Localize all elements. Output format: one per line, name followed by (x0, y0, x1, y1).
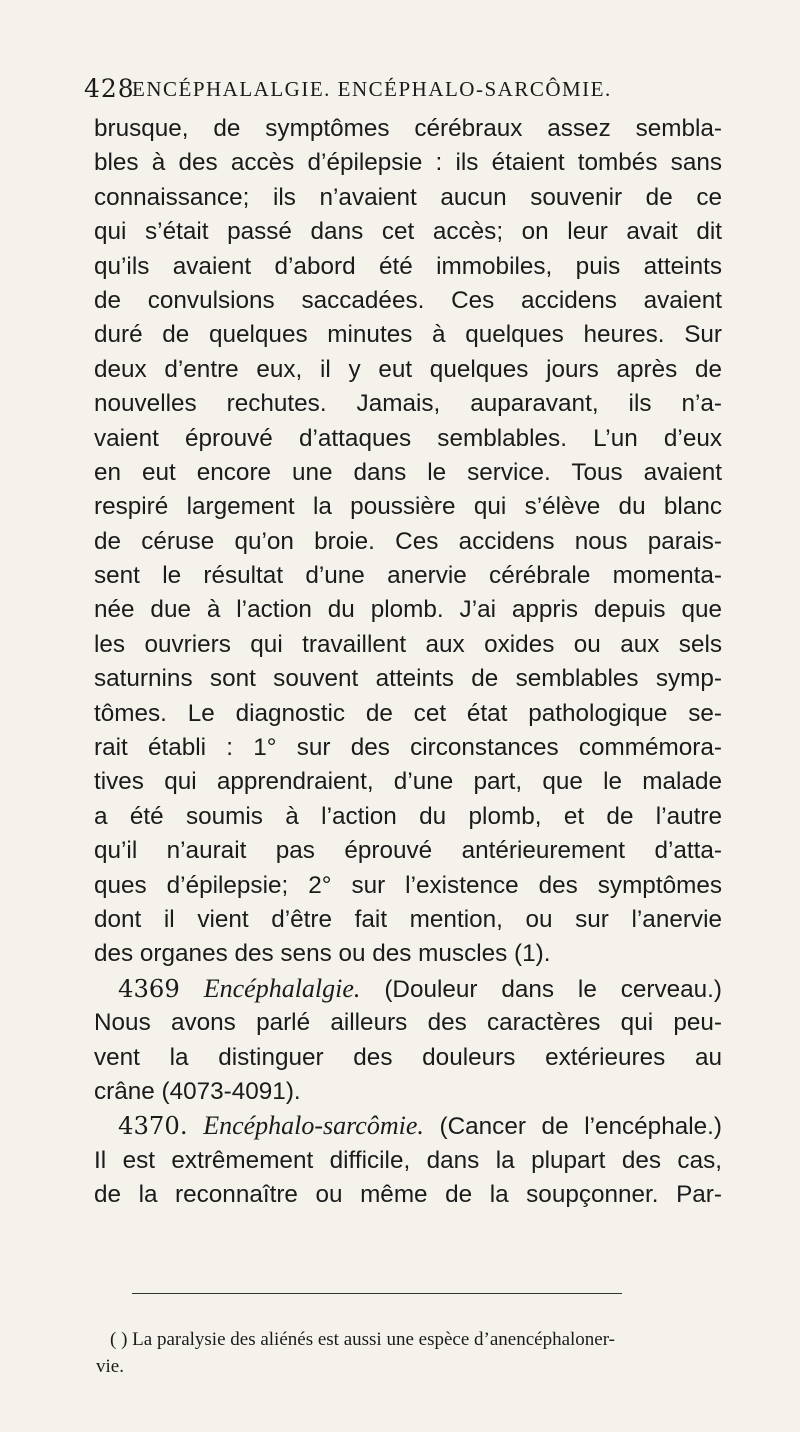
footnote-divider (132, 1293, 622, 1294)
entry-heading-4369 (94, 972, 722, 1006)
text-line: née due à l’action du plomb. J’ai appris depuis que (94, 596, 722, 624)
text-line: vaient éprouvé d’attaques semblables. L’un d’eux (94, 424, 722, 452)
text-line: de convulsions saccadées. Ces accidens avaient (94, 286, 722, 314)
text-line: des organes des sens ou des muscles (1). (94, 940, 551, 968)
footnote-line: ( ) La paralysie des aliénés est aussi une espèce d’anencéphaloner- (110, 1329, 615, 1350)
entry-gloss: (Cancer de l’encéphale.) (439, 1113, 722, 1141)
text-line: rait établi : 1° sur des circonstances commémora- (94, 734, 722, 762)
text-line: a été soumis à l’action du plomb, et de l’autre (94, 802, 722, 830)
footnote-line: vie. (96, 1356, 124, 1377)
text-line: de la reconnaître ou même de la soupçonner. Par- (94, 1181, 722, 1209)
text-line: qu’il n’aurait pas éprouvé antérieurement d’atta- (94, 837, 722, 865)
page-number: 428 (84, 74, 135, 103)
running-head (84, 74, 724, 106)
text-line: tives qui apprendraient, d’une part, que le malade (94, 768, 722, 796)
text-line: tômes. Le diagnostic de cet état pathologique se- (94, 699, 722, 727)
text-line: dont il vient d’être fait mention, ou sur l’anervie (94, 905, 722, 933)
entry-gloss: (Douleur dans le cerveau.) (384, 975, 722, 1003)
entry-number: 4370. (118, 1111, 188, 1141)
text-line: respiré largement la poussière qui s’élève du blanc (94, 493, 722, 521)
text-line: sent le résultat d’une anervie cérébrale momenta- (94, 562, 722, 590)
body-text (94, 112, 722, 1213)
text-line: deux d’entre eux, il y eut quelques jours après de (94, 355, 722, 383)
text-line: qu’ils avaient d’abord été immobiles, puis atteints (94, 252, 722, 280)
text-line: Nous avons parlé ailleurs des caractères qui peu- (94, 1009, 722, 1037)
entry-heading-4370 (94, 1109, 722, 1143)
text-line: saturnins sont souvent atteints de semblables symp- (94, 665, 722, 693)
text-line: nouvelles rechutes. Jamais, auparavant, ils n’a- (94, 390, 722, 418)
text-line: les ouvriers qui travaillent aux oxides ou aux sels (94, 630, 722, 658)
text-line: connaissance; ils n’avaient aucun souvenir de ce (94, 183, 722, 211)
text-line: de céruse qu’on broie. Ces accidens nous parais- (94, 527, 722, 555)
text-line: bles à des accès d’épilepsie : ils étaient tombés sans (94, 149, 722, 177)
text-line: brusque, de symptômes cérébraux assez sembla- (94, 115, 722, 142)
text-line: ques d’épilepsie; 2° sur l’existence des symptômes (94, 871, 722, 899)
text-line: vent la distinguer des douleurs extérieures au (94, 1043, 722, 1071)
text-line: crâne (4073-4091). (94, 1077, 301, 1105)
entry-title: Encéphalalgie. (203, 973, 361, 1003)
text-line: qui s’était passé dans cet accès; on leur avait dit (94, 218, 722, 246)
entry-number: 4369 (118, 973, 180, 1003)
text-line: en eut encore une dans le service. Tous avaient (94, 458, 722, 486)
text-line: Il est extrêmement difficile, dans la plupart des cas, (94, 1146, 722, 1174)
running-head-title: ENCÉPHALALGIE. ENCÉPHALO-SARCÔMIE. (132, 77, 612, 101)
text-line: duré de quelques minutes à quelques heures. Sur (94, 321, 722, 349)
entry-title: Encéphalo-sarcômie. (203, 1111, 424, 1141)
footnote (96, 1326, 722, 1380)
